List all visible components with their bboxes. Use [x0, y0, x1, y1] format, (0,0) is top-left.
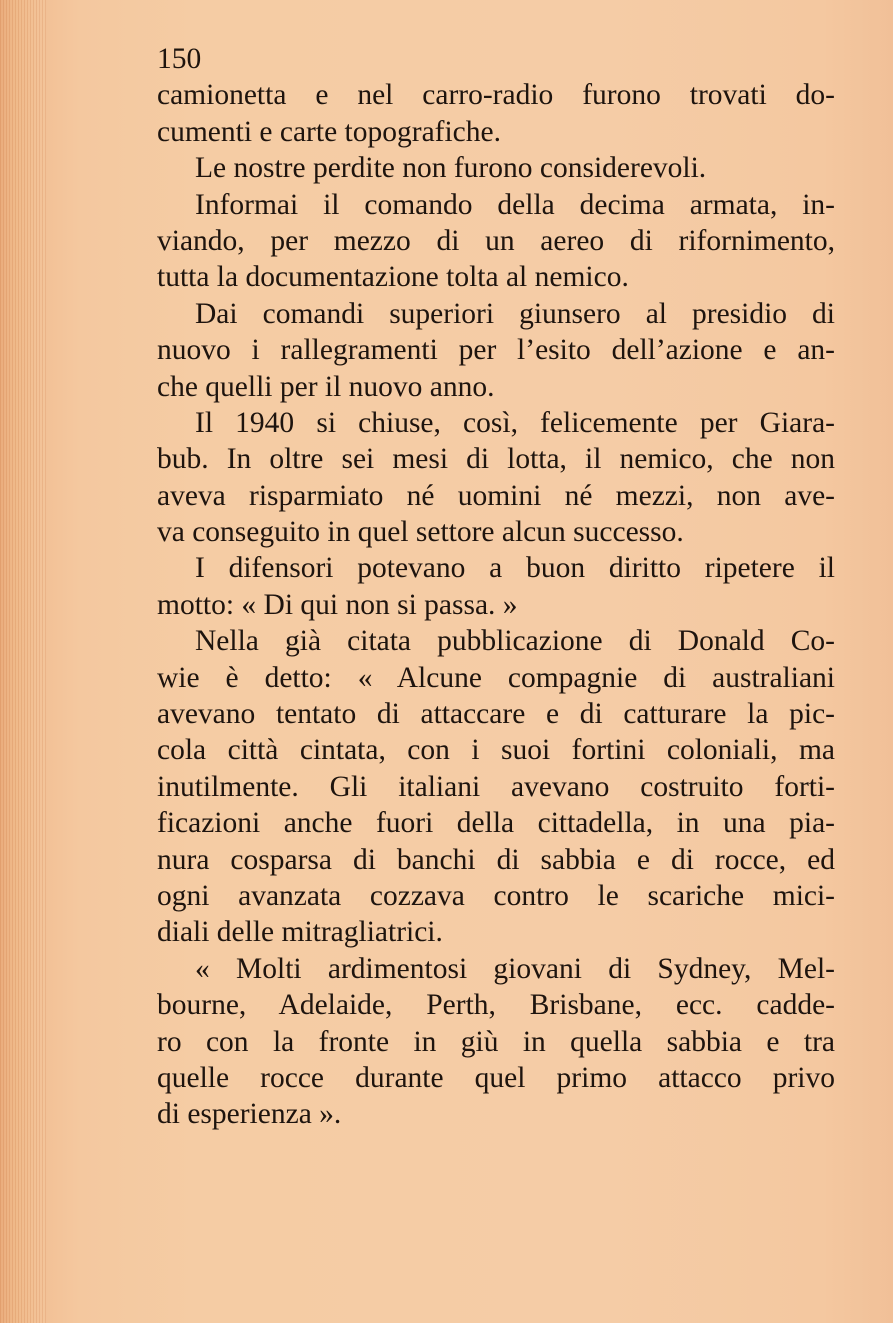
text-line: bourne, Adelaide, Perth, Brisbane, ecc. cadde- — [157, 989, 835, 1022]
text-line: nura cosparsa di banchi di sabbia e di rocce, ed — [157, 843, 835, 876]
text-line: nuovo i rallegramenti per l’esito dell’azione e an- — [157, 334, 835, 367]
text-line: va conseguito in quel settore alcun successo. — [157, 516, 684, 549]
text-line: che quelli per il nuovo anno. — [157, 370, 495, 403]
text-line: Le nostre perdite non furono considerevoli. — [195, 152, 707, 185]
text-line: camionetta e nel carro-radio furono trovati do- — [157, 79, 835, 112]
text-line: aveva risparmiato né uomini né mezzi, non ave- — [157, 479, 835, 512]
text-line: cumenti e carte topografiche. — [157, 115, 501, 148]
text-line: ro con la fronte in giù in quella sabbia e tra — [157, 1025, 835, 1058]
text-line: Dai comandi superiori giunsero al presidio di — [195, 297, 835, 330]
text-line: cola città cintata, con i suoi fortini coloniali, ma — [157, 734, 835, 767]
text-line: avevano tentato di attaccare e di catturare la pic- — [157, 698, 835, 731]
text-line: « Molti ardimentosi giovani di Sydney, Mel- — [195, 952, 835, 985]
text-line: quelle rocce durante quel primo attacco privo — [157, 1061, 835, 1094]
text-line: motto: « Di qui non si passa. » — [157, 588, 518, 621]
text-line: ogni avanzata cozzava contro le scariche mici- — [157, 879, 835, 912]
text-line: Il 1940 si chiuse, così, felicemente per Giara- — [195, 406, 835, 439]
text-line: ficazioni anche fuori della cittadella, in una pia- — [157, 807, 835, 840]
page-number: 150 — [157, 43, 202, 75]
text-line: wie è detto: « Alcune compagnie di australiani — [157, 661, 835, 694]
text-line: viando, per mezzo di un aereo di rifornimento, — [157, 224, 835, 257]
text-line: I difensori potevano a buon diritto ripetere il — [195, 552, 835, 585]
text-line: Nella già citata pubblicazione di Donald Co- — [195, 625, 835, 658]
text-line: tutta la documentazione tolta al nemico. — [157, 261, 629, 294]
body-text — [157, 41, 835, 1133]
text-line: diali delle mitragliatrici. — [157, 916, 443, 949]
text-line: bub. In oltre sei mesi di lotta, il nemico, che non — [157, 443, 835, 476]
text-lines — [157, 77, 835, 1132]
text-line: di esperienza ». — [157, 1098, 342, 1131]
text-line: Informai il comando della decima armata, in- — [195, 188, 835, 221]
text-line: inutilmente. Gli italiani avevano costruito forti- — [157, 770, 835, 803]
